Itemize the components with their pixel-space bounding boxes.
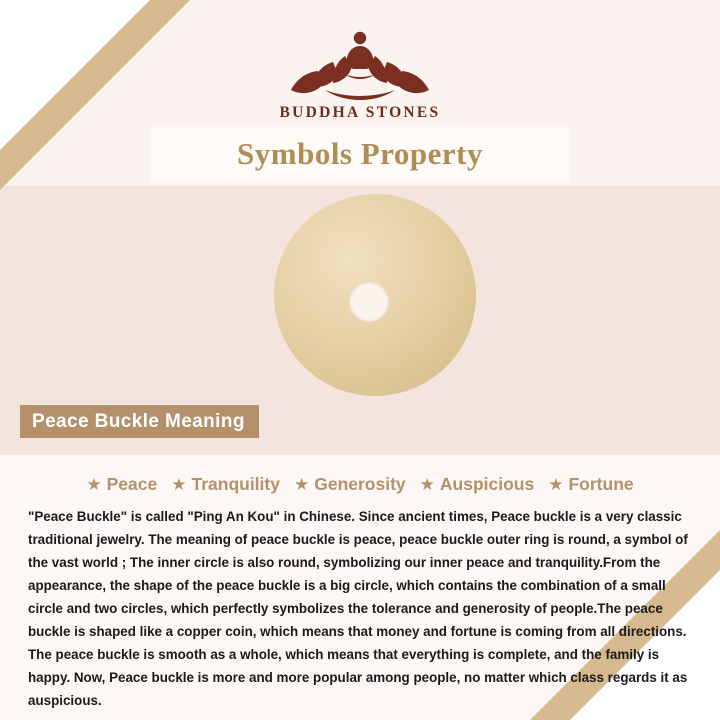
list-item [294,474,406,495]
page-title [150,127,570,181]
list-item [86,474,157,495]
keyword-label: Peace [106,474,158,494]
keyword-label: Auspicious [439,474,535,494]
star-icon: ★ [86,475,102,494]
body-paragraph: "Peace Buckle" is called "Ping An Kou" in Chinese. Since ancient times, Peace buckle is a very classic traditional jewelry. The meaning of peace buckle is peace, peace buckle outer ring is round, a symbol of the vast world ; The inner circle is also round, symbolizing our inner peace and tranquility.From the appearance, the shape of the peace buckle is a big circle, which contains the combination of a small circle and two circles, which perfectly symbolizes the tolerance and generosity of people.The peace buckle is shaped like a copper coin, which means that money and fortune is coming from all directions. The peace buckle is smooth as a whole, which means that everything is complete, and the family is happy. Now, Peace buckle is more and more popular among people, no matter which class regards it as auspicious. [28,509,688,709]
list-item [548,474,633,495]
list-item [420,474,535,495]
keyword-label: Fortune [568,474,634,494]
section-ribbon-label: Peace Buckle Meaning [32,410,245,432]
star-icon: ★ [548,475,564,494]
star-icon: ★ [293,475,310,494]
keyword-label: Tranquility [191,474,280,494]
peace-buckle-center-hole [349,282,389,322]
product-image-area [0,186,720,400]
keyword-list [0,474,720,495]
brand-logo [0,22,720,122]
peace-buckle-disc [274,194,476,396]
page-title-text: Symbols Property [237,136,483,171]
lotus-meditation-icon [285,22,435,100]
list-item [171,474,280,495]
star-icon: ★ [419,475,435,494]
brand-name: BUDDHA STONES [279,104,441,121]
star-icon: ★ [171,475,187,494]
section-ribbon [20,405,259,438]
keyword-label: Generosity [314,474,406,494]
